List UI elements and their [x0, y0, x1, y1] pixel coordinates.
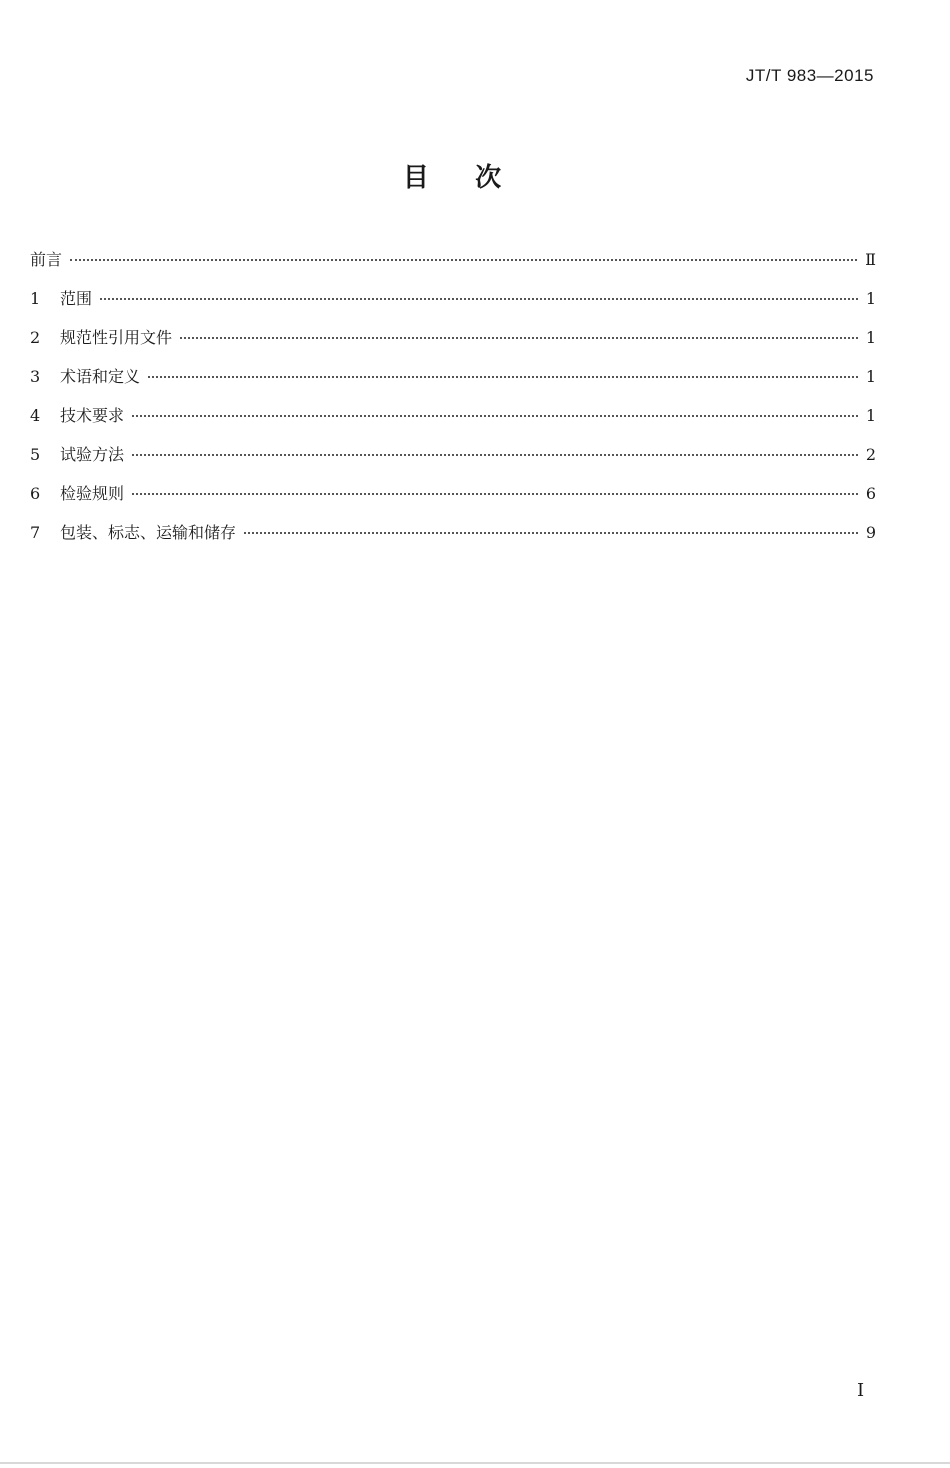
toc-entry-normative-references[interactable] — [30, 325, 876, 364]
toc-leader-dots — [132, 454, 858, 456]
toc-leader-dots — [132, 415, 858, 417]
toc-leader-dots — [244, 532, 858, 534]
toc-entry-label: 规范性引用文件 — [60, 328, 173, 347]
toc-entry-number: 4 — [30, 406, 41, 425]
toc-entry-page: Ⅱ — [865, 250, 876, 269]
toc-entry-preface[interactable] — [30, 247, 876, 286]
toc-entry-label: 前言 — [30, 250, 63, 269]
toc-entry-label: 包装、标志、运输和储存 — [60, 523, 237, 542]
toc-entry-label: 技术要求 — [60, 406, 125, 425]
toc-entry-label: 检验规则 — [60, 484, 125, 503]
toc-entry-number: 1 — [30, 289, 41, 308]
table-of-contents — [30, 247, 876, 559]
toc-entry-number: 5 — [30, 445, 41, 464]
page-number: I — [857, 1380, 865, 1401]
toc-entry-test-methods[interactable] — [30, 442, 876, 481]
toc-entry-technical-requirements[interactable] — [30, 403, 876, 442]
toc-entry-label: 术语和定义 — [60, 367, 141, 386]
bottom-divider — [0, 1462, 950, 1464]
toc-leader-dots — [70, 259, 857, 261]
toc-entry-page: 1 — [865, 328, 876, 347]
toc-entry-number: 3 — [30, 367, 41, 386]
toc-entry-number: 7 — [30, 523, 41, 542]
toc-title: 目 次 — [402, 163, 504, 193]
toc-entry-page: 1 — [865, 367, 876, 386]
toc-entry-packaging-marking-transport-storage[interactable] — [30, 520, 876, 559]
toc-entry-scope[interactable] — [30, 286, 876, 325]
toc-entry-page: 1 — [865, 289, 876, 308]
toc-entry-number: 2 — [30, 328, 41, 347]
toc-leader-dots — [180, 337, 858, 339]
toc-entry-label: 试验方法 — [60, 445, 125, 464]
toc-entry-page: 9 — [865, 523, 876, 542]
document-code: JT/T 983—2015 — [745, 66, 874, 85]
toc-entry-label: 范围 — [60, 289, 93, 308]
toc-leader-dots — [100, 298, 858, 300]
toc-entry-inspection-rules[interactable] — [30, 481, 876, 520]
toc-entry-page: 6 — [865, 484, 876, 503]
toc-leader-dots — [148, 376, 858, 378]
toc-entry-page: 2 — [865, 445, 876, 464]
toc-entry-terms-definitions[interactable] — [30, 364, 876, 403]
toc-entry-number: 6 — [30, 484, 41, 503]
toc-leader-dots — [132, 493, 858, 495]
toc-entry-page: 1 — [865, 406, 876, 425]
